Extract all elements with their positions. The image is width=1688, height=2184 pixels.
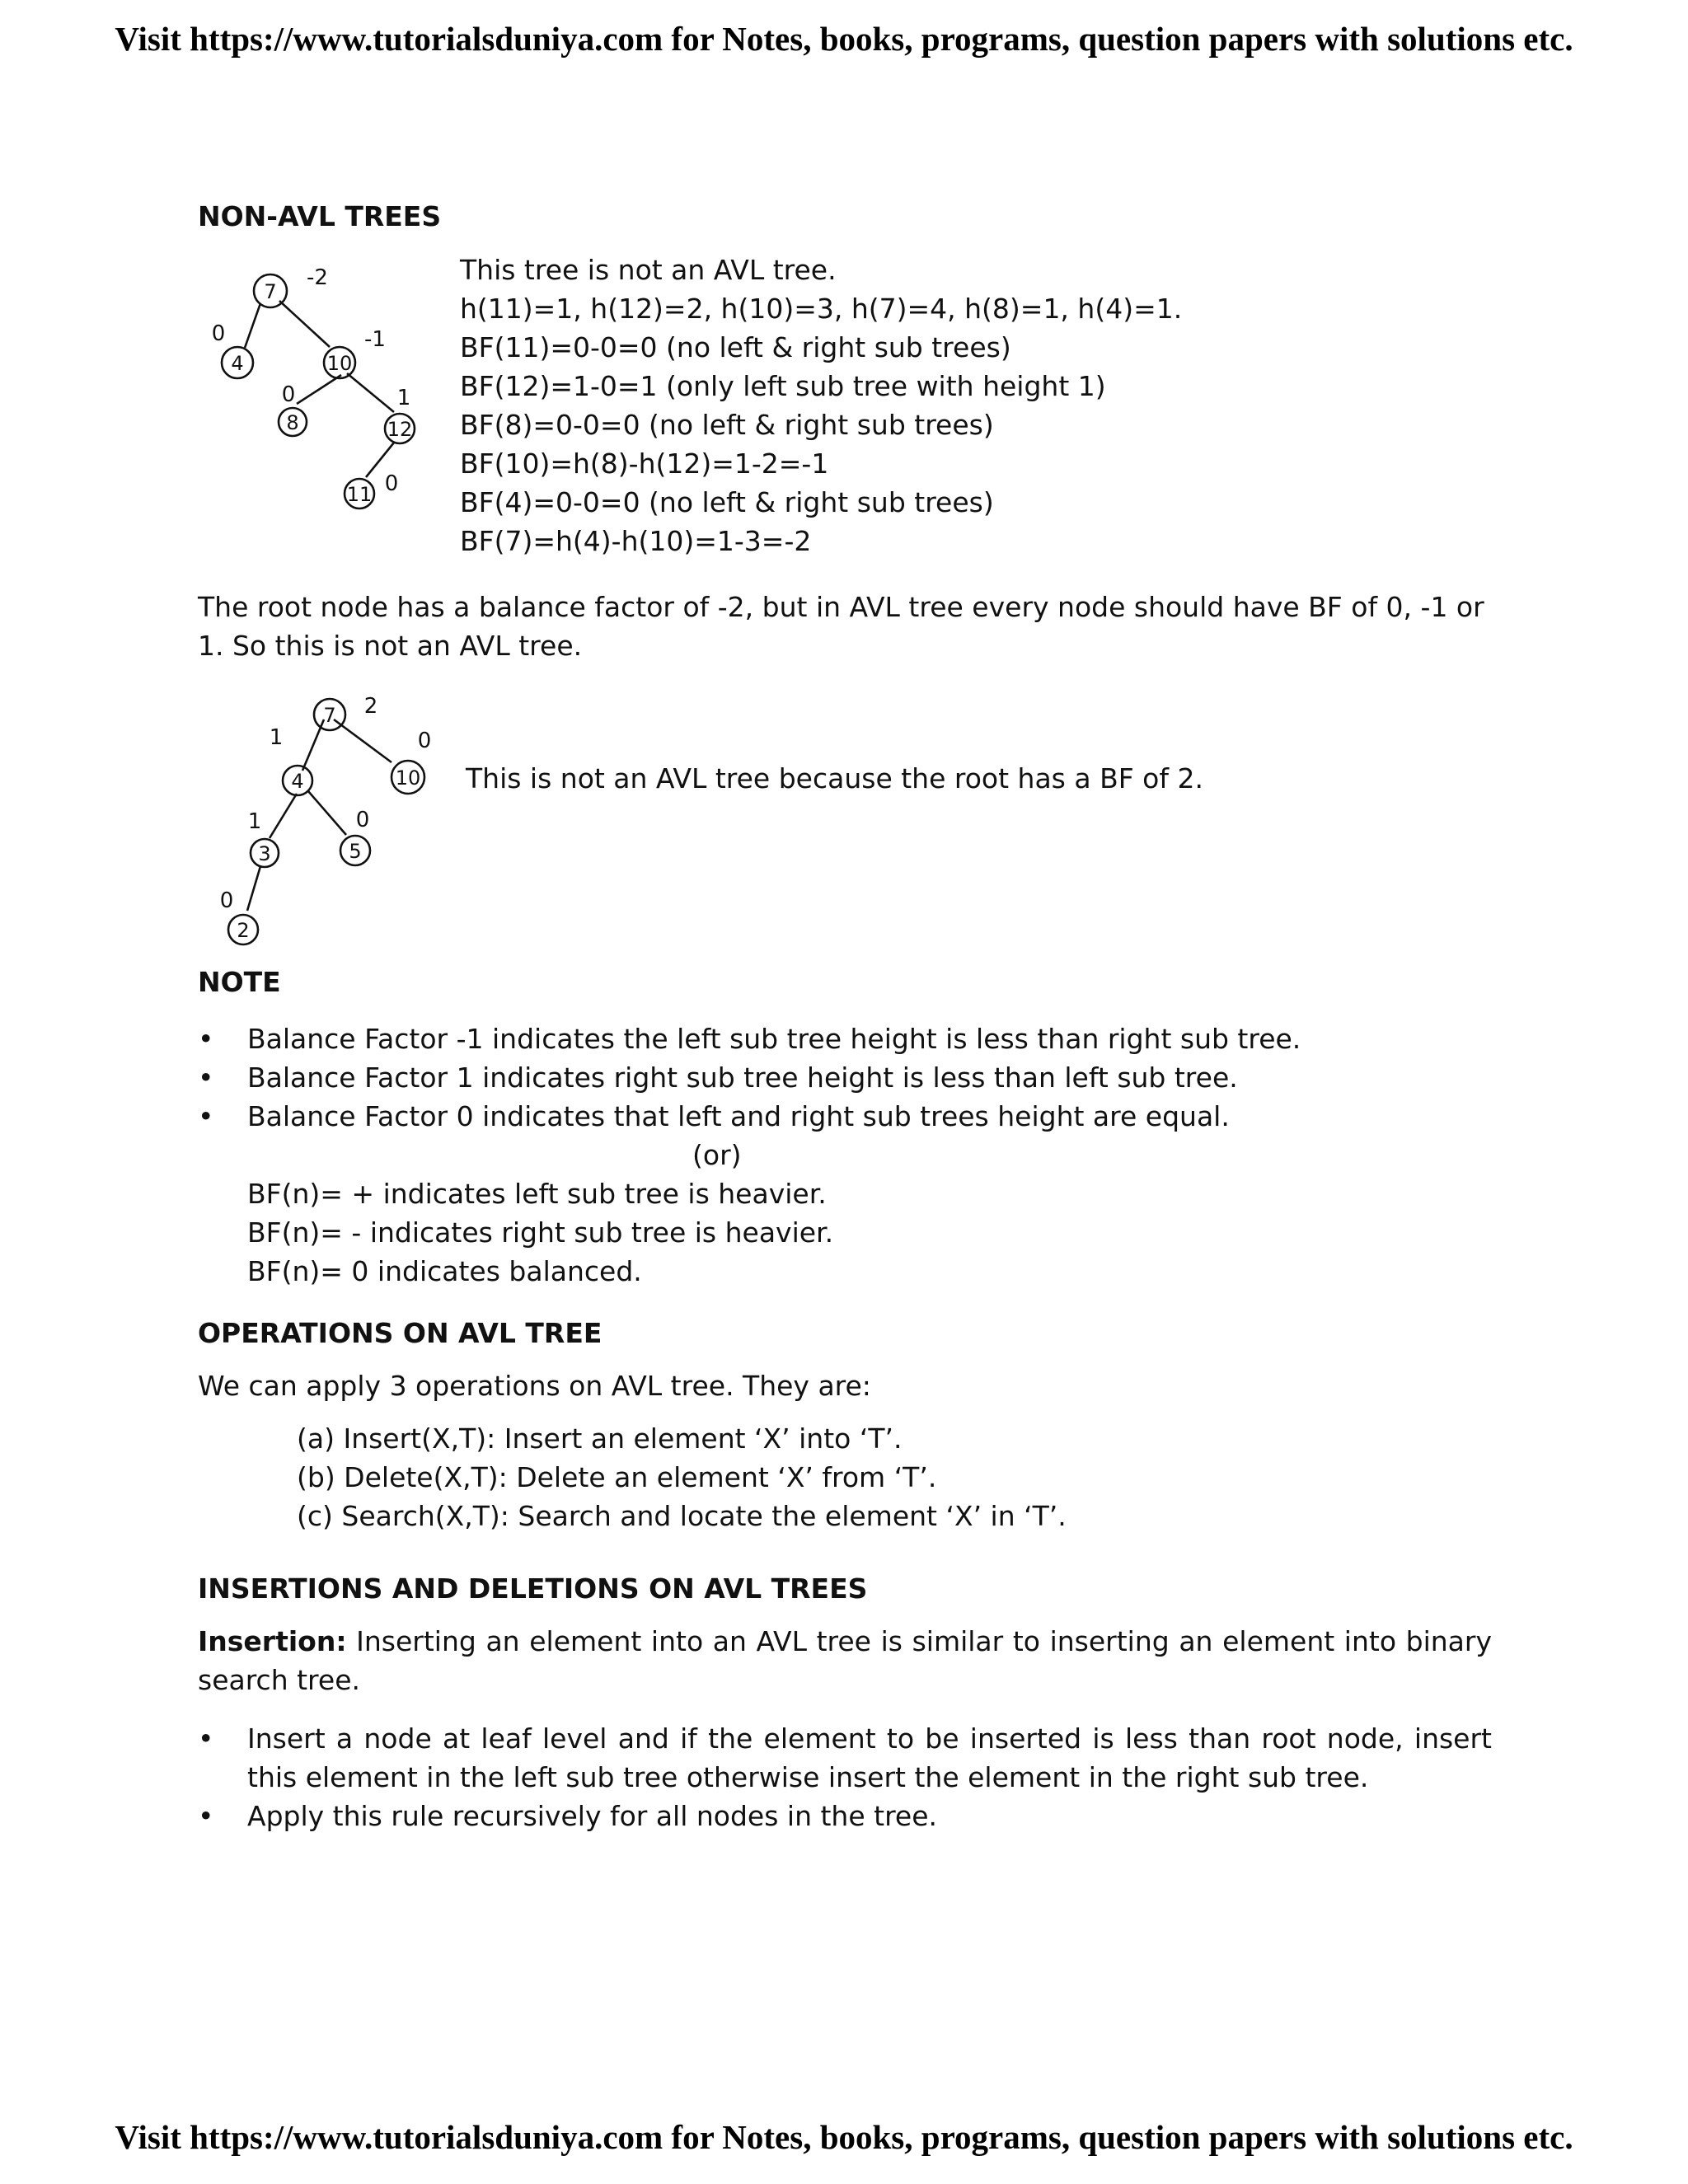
list-item: • Balance Factor 0 indicates that left and right sub trees height are equal.	[198, 1097, 1492, 1136]
tree1-explanation	[460, 251, 1182, 560]
operations-heading: OPERATIONS ON AVL TREE	[198, 1317, 603, 1349]
tree1-line: BF(12)=1-0=1 (only left sub tree with height 1)	[460, 370, 1106, 402]
operation-item: (b) Delete(X,T): Delete an element ‘X’ from ‘T’.	[297, 1461, 937, 1493]
insertion-bullet-list	[198, 1719, 1492, 1835]
tree2-balance-factor: 0	[355, 808, 370, 832]
tree1-node-label: 7	[264, 280, 277, 303]
tree1-balance-factor: 0	[384, 471, 399, 496]
note-heading: NOTE	[198, 966, 281, 998]
tree2-node-label: 10	[395, 766, 421, 790]
tree1-node-label: 11	[346, 483, 373, 506]
tree2-balance-factor: 0	[417, 729, 432, 753]
tree1-line: This tree is not an AVL tree.	[460, 254, 837, 286]
insertions-heading: INSERTIONS AND DELETIONS ON AVL TREES	[198, 1572, 868, 1605]
bf-line: BF(n)= 0 indicates balanced.	[247, 1255, 642, 1287]
tree1-node-label: 8	[286, 411, 299, 434]
tree2-balance-factor: 0	[219, 888, 234, 913]
insertion-paragraph	[198, 1622, 1492, 1699]
note-bullet-list	[198, 1019, 1492, 1136]
footer-banner: Visit https://www.tutorialsduniya.com for Notes, books, programs, question papers with solutions etc.	[115, 2118, 1573, 2156]
tree1-balance-factor: 0	[211, 321, 226, 346]
list-item: • Balance Factor -1 indicates the left sub tree height is less than right sub tree.	[198, 1019, 1492, 1058]
non-avl-tree-2-diagram	[210, 696, 457, 952]
list-item: • Insert a node at leaf level and if the element to be inserted is less than root node, insert this element in the left sub tree otherwise insert the element in the right sub tree.	[198, 1719, 1492, 1797]
tree2-node-label: 5	[349, 840, 362, 863]
or-separator: (or)	[692, 1139, 742, 1171]
list-item: • Balance Factor 1 indicates right sub tree height is less than left sub tree.	[198, 1058, 1492, 1097]
tree2-node-label: 7	[323, 704, 336, 727]
list-item: • Apply this rule recursively for all nodes in the tree.	[198, 1797, 1492, 1835]
tree2-node-label: 2	[237, 919, 250, 942]
operation-item: (a) Insert(X,T): Insert an element ‘X’ into ‘T’.	[297, 1422, 903, 1455]
tree1-node-label: 10	[326, 352, 353, 375]
tree1-line: BF(4)=0-0=0 (no left & right sub trees)	[460, 486, 994, 518]
bf-line: BF(n)= - indicates right sub tree is heavier.	[247, 1216, 834, 1249]
operation-item: (c) Search(X,T): Search and locate the element ‘X’ in ‘T’.	[297, 1500, 1067, 1532]
non-avl-heading: NON-AVL TREES	[198, 200, 442, 232]
bf-line: BF(n)= + indicates left sub tree is heavier.	[247, 1178, 827, 1210]
insertion-text: Inserting an element into an AVL tree is similar to inserting an element into binary search tree.	[198, 1625, 1492, 1696]
tree1-line: BF(11)=0-0=0 (no left & right sub trees)	[460, 331, 1011, 363]
header-banner: Visit https://www.tutorialsduniya.com for Notes, books, programs, question papers with solutions etc.	[115, 20, 1573, 58]
tree2-caption: This is not an AVL tree because the root has a BF of 2.	[466, 762, 1203, 794]
tree1-line: BF(7)=h(4)-h(10)=1-3=-2	[460, 525, 812, 557]
tree1-balance-factor: 0	[281, 382, 296, 407]
tree1-node-label: 4	[231, 352, 244, 375]
root-bf-paragraph: The root node has a balance factor of -2, but in AVL tree every node should have BF of 0, -1 or 1. So this is not an AVL tree.	[198, 591, 1484, 662]
operations-list	[297, 1419, 1067, 1535]
tree1-node-label: 12	[387, 418, 413, 441]
tree2-node-label: 4	[291, 770, 304, 793]
bf-meaning-lines	[247, 1174, 833, 1291]
non-avl-tree-1-diagram	[198, 260, 445, 523]
tree2-balance-factor: 2	[363, 694, 378, 719]
tree2-node-label: 3	[258, 842, 271, 865]
tree2-balance-factor: 1	[269, 725, 284, 750]
tree1-balance-factor: 1	[396, 386, 411, 410]
operations-intro: We can apply 3 operations on AVL tree. They are:	[198, 1370, 871, 1402]
tree2-balance-factor: 1	[247, 809, 262, 834]
tree1-line: h(11)=1, h(12)=2, h(10)=3, h(7)=4, h(8)=1, h(4)=1.	[460, 293, 1183, 325]
tree1-line: BF(8)=0-0=0 (no left & right sub trees)	[460, 409, 994, 441]
tree1-line: BF(10)=h(8)-h(12)=1-2=-1	[460, 448, 829, 480]
insertion-label: Insertion:	[198, 1625, 347, 1657]
tree1-balance-factor: -1	[364, 327, 386, 352]
tree1-balance-factor: -2	[307, 265, 328, 290]
